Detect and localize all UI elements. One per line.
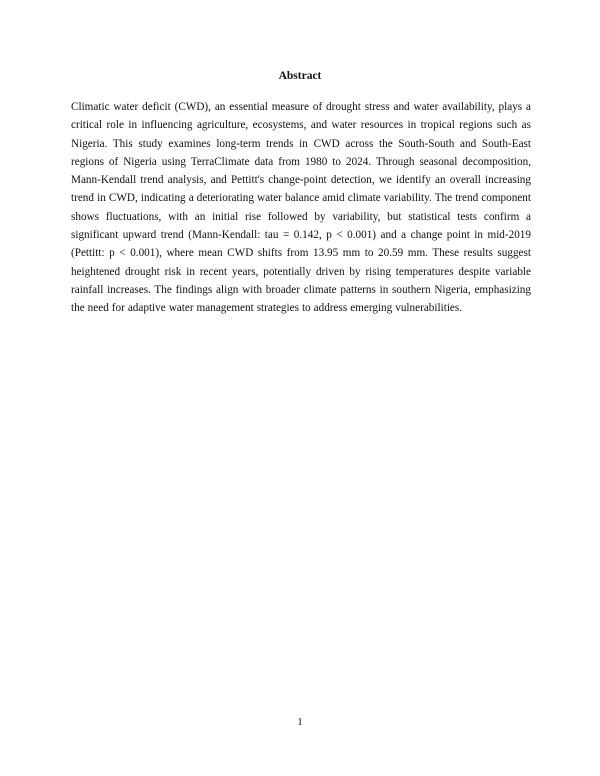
abstract-heading: Abstract: [278, 70, 322, 82]
abstract-paragraph: Climatic water deficit (CWD), an essential measure of drought stress and water availability, plays a critical role in influencing agriculture, ecosystems, and water resources in tropical regions such as Nigeria. This study examines long-term trends in CWD across the South-South and South-East regions of Nigeria using TerraClimate data from 1980 to 2024. Through seasonal decomposition, Mann-Kendall trend analysis, and Pettitt's change-point detection, we identify an overall increasing trend in CWD, indicating a deteriorating water balance amid climate variability. The trend component shows fluctuations, with an initial rise followed by variability, but statistical tests confirm a significant upward trend (Mann-Kendall: tau = 0.142, p < 0.001) and a change point in mid-2019 (Pettitt: p < 0.001), where mean CWD shifts from 13.95 mm to 20.59 mm. These results suggest heightened drought risk in recent years, potentially driven by rising temperatures despite variable rainfall increases. The findings align with broader climate patterns in southern Nigeria, emphasizing the need for adaptive water management strategies to address emerging vulnerabilities.: [71, 101, 531, 315]
page-number: 1: [297, 716, 303, 728]
